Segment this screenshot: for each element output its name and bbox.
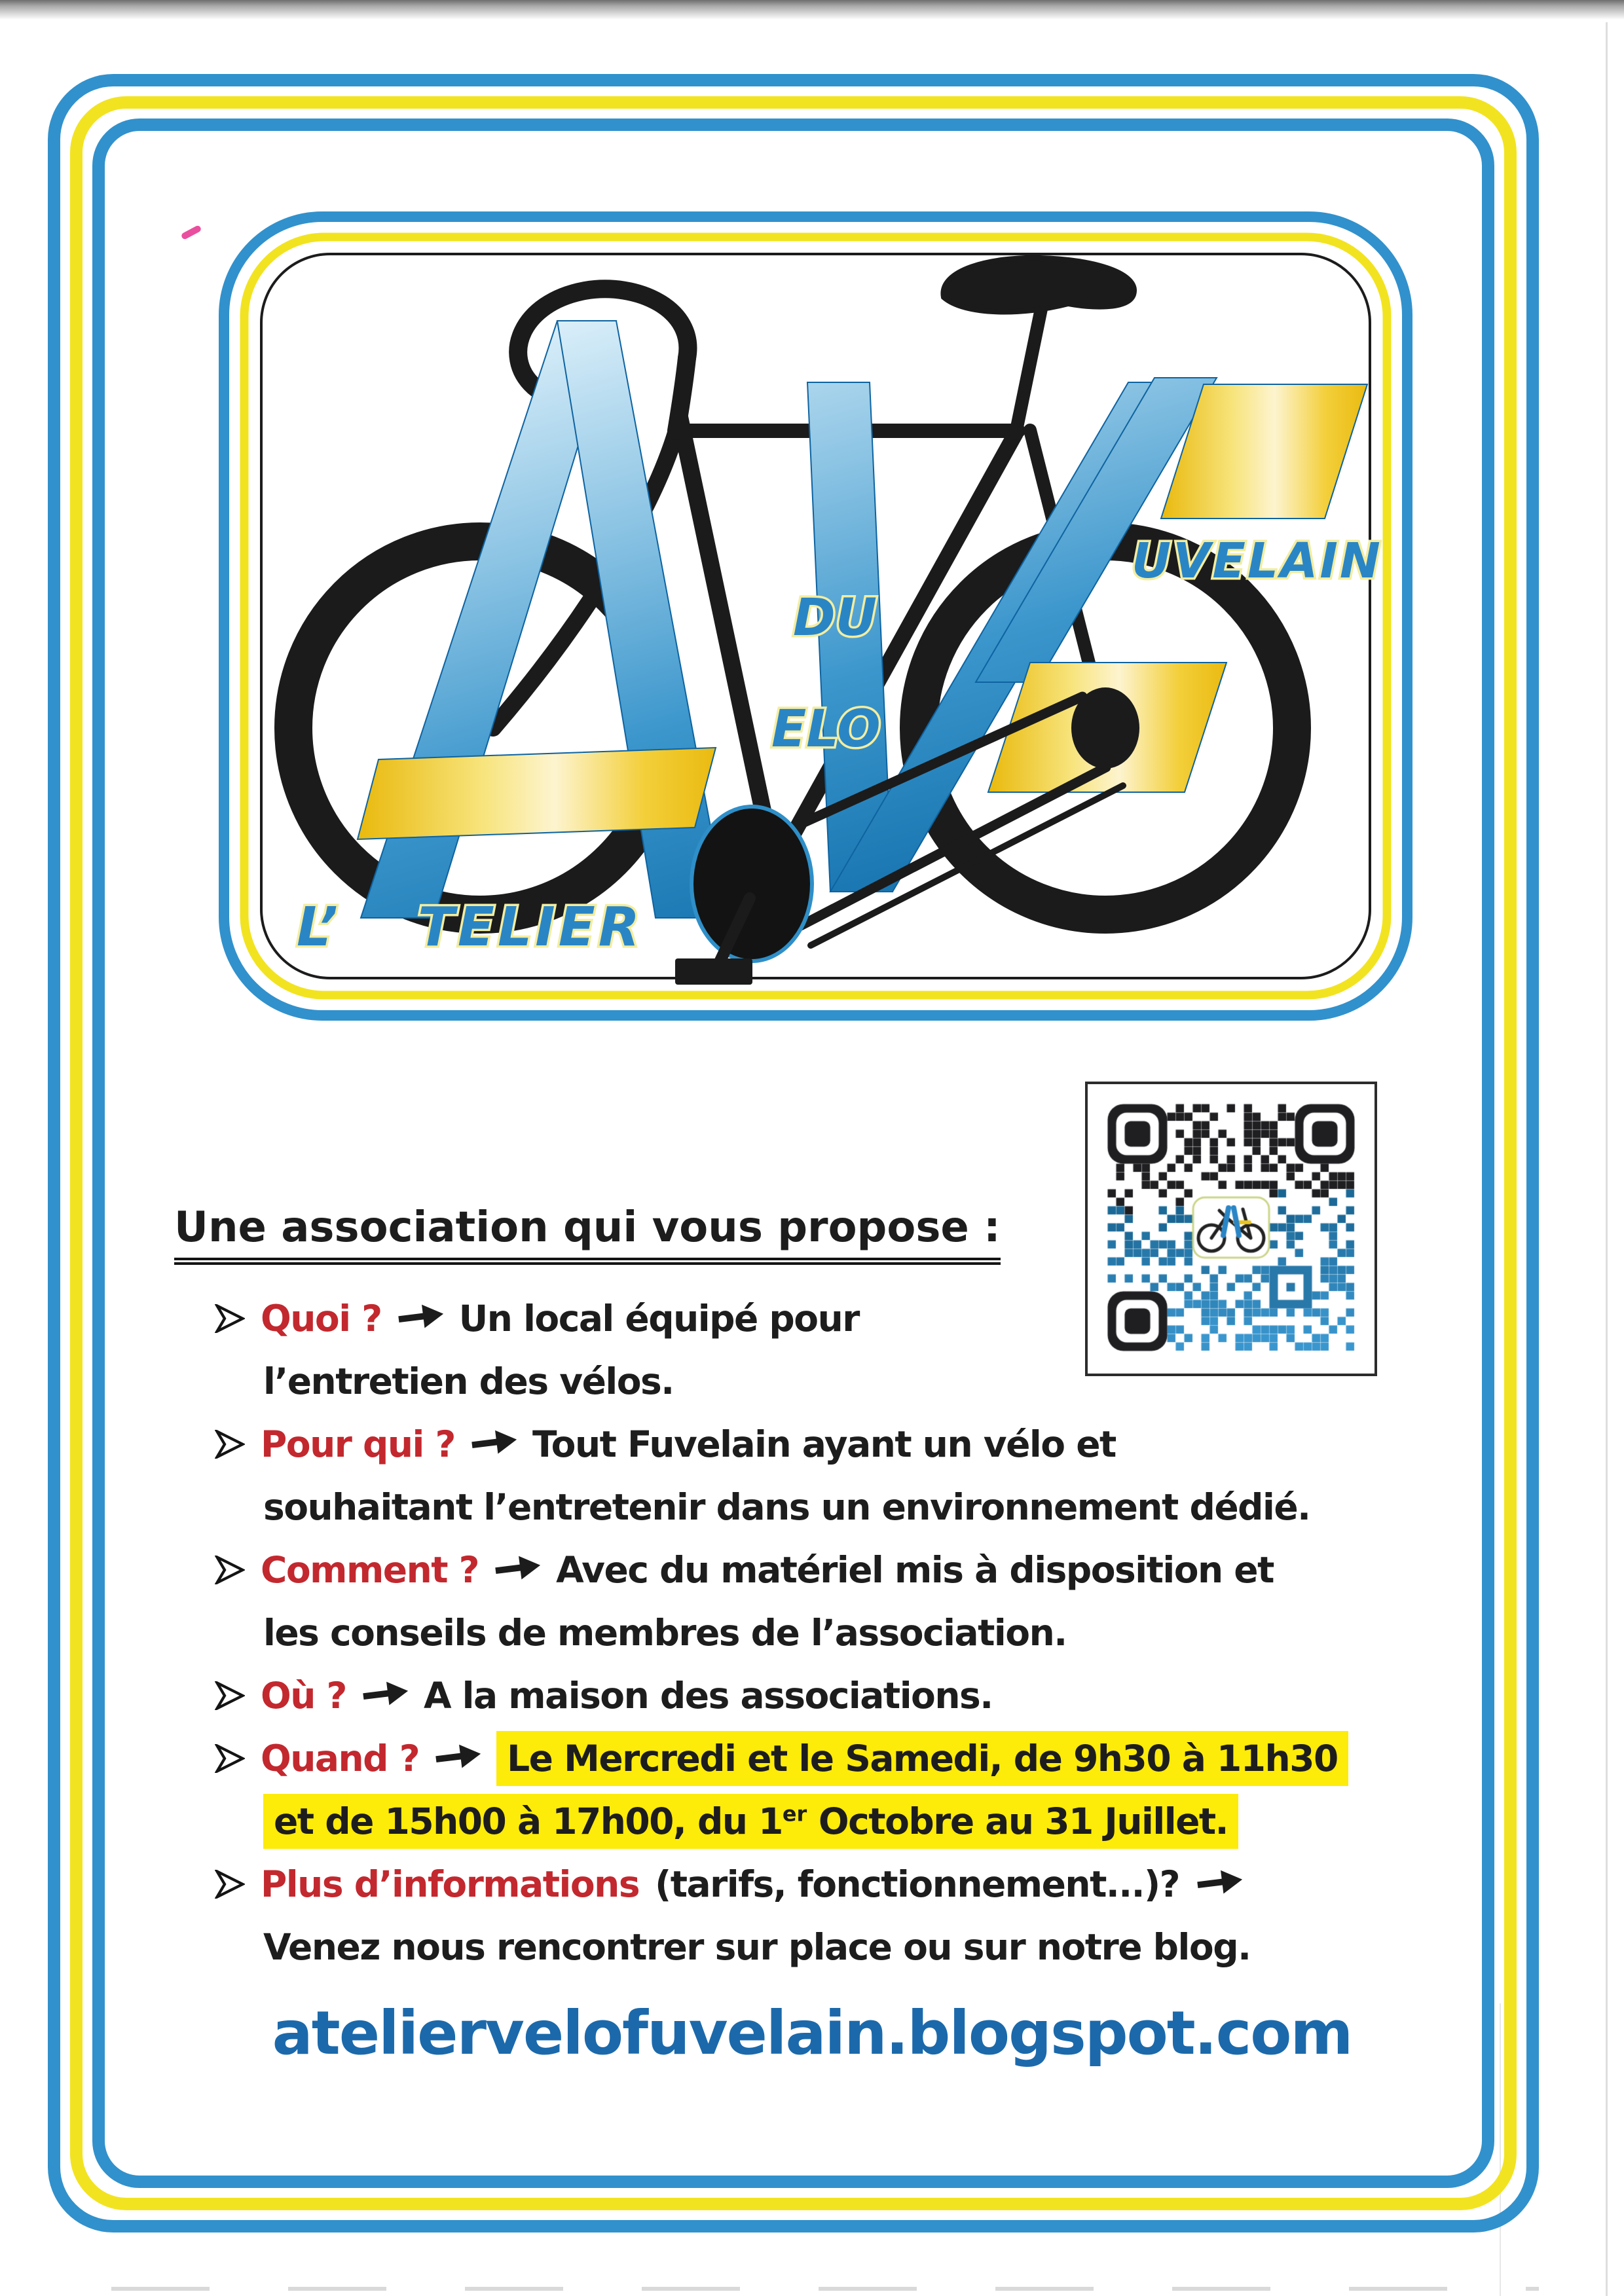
logo-word-du: DU [793, 589, 877, 647]
list-item-pour-qui [215, 1413, 1426, 1476]
right-arrow-icon [434, 1741, 483, 1772]
right-arrow-icon [470, 1427, 519, 1458]
scanner-edge-shadow [0, 0, 1624, 20]
association-logo [218, 211, 1413, 1021]
bullet-label: Plus d’informations [261, 1863, 640, 1905]
bullet-text: (tarifs, fonctionnement...)? [655, 1863, 1180, 1905]
bullet-text: Venez nous rencontrer sur place ou sur notre blog. [263, 1926, 1251, 1968]
bullet-text: Un local équipé pour [458, 1298, 859, 1339]
bullet-label: Comment ? [261, 1549, 479, 1591]
arrowhead-bullet-icon [215, 1870, 245, 1899]
bullet-text: A la maison des associations. [423, 1675, 993, 1717]
bullet-label: Pour qui ? [261, 1423, 455, 1465]
arrowhead-bullet-icon [215, 1681, 245, 1710]
list-item-comment [215, 1539, 1426, 1601]
bullet-text: souhaitant l’entretenir dans un environnement dédié. [263, 1486, 1310, 1528]
list-item-ou [215, 1664, 1426, 1727]
list-item-comment-cont [215, 1601, 1426, 1664]
schedule-text: et de 15h00 à 17h00, du 1 [274, 1800, 783, 1842]
bullet-label: Quand ? [261, 1738, 420, 1779]
page-title-text: Une association qui vous propose : [174, 1203, 1001, 1265]
schedule-text: Octobre au 31 Juillet. [807, 1800, 1228, 1842]
rear-hub [1071, 687, 1139, 769]
right-arrow-icon [1195, 1867, 1245, 1898]
paper-edge-line [1606, 22, 1608, 2296]
bullet-label: Quoi ? [261, 1298, 382, 1339]
bullet-label: Où ? [261, 1675, 346, 1717]
pedal [675, 958, 752, 985]
bullet-text: l’entretien des vélos. [263, 1360, 674, 1402]
stem [676, 358, 687, 431]
list-item-infos [215, 1853, 1426, 1916]
right-arrow-icon [396, 1301, 445, 1332]
arrowhead-bullet-icon [215, 1430, 245, 1459]
logo-word-atelier-prefix: L’ [297, 896, 339, 958]
ordinal-superscript: er [782, 1801, 807, 1827]
logo-word-velo: ELO [771, 700, 881, 759]
right-arrow-icon [361, 1678, 411, 1709]
blog-url: ateliervelofuvelain.blogspot.com [272, 1998, 1352, 2068]
right-arrow-icon [493, 1552, 543, 1584]
bullet-list [215, 1287, 1426, 1978]
list-item-quoi-cont [215, 1350, 1426, 1413]
scanner-noise [111, 2287, 1539, 2291]
schedule-highlight-line1: Le Mercredi et le Samedi, de 9h30 à 11h30 [496, 1731, 1348, 1786]
page-title [174, 1203, 1001, 1265]
list-item-pour-qui-cont [215, 1476, 1426, 1539]
schedule-highlight-line2 [263, 1794, 1238, 1849]
arrowhead-bullet-icon [215, 1556, 245, 1584]
saddle [943, 258, 1134, 312]
bullet-text: Tout Fuvelain ayant un vélo et [532, 1423, 1116, 1465]
list-item-infos-cont [215, 1916, 1426, 1978]
arrowhead-bullet-icon [215, 1304, 245, 1333]
bullet-text: les conseils de membres de l’association. [263, 1612, 1067, 1654]
bullet-text: Avec du matériel mis à disposition et [556, 1549, 1274, 1591]
arrowhead-bullet-icon [215, 1744, 245, 1773]
letter-a-crossbar [358, 748, 716, 839]
logo-word-fuvelain: UVELAIN [1132, 533, 1382, 589]
list-item-quoi [215, 1287, 1426, 1350]
logo-word-atelier: TELIER [418, 896, 643, 958]
list-item-quand [215, 1727, 1426, 1790]
list-item-quand-cont [215, 1790, 1426, 1853]
chainring [692, 807, 812, 961]
bike-logo-svg [218, 211, 1413, 1021]
